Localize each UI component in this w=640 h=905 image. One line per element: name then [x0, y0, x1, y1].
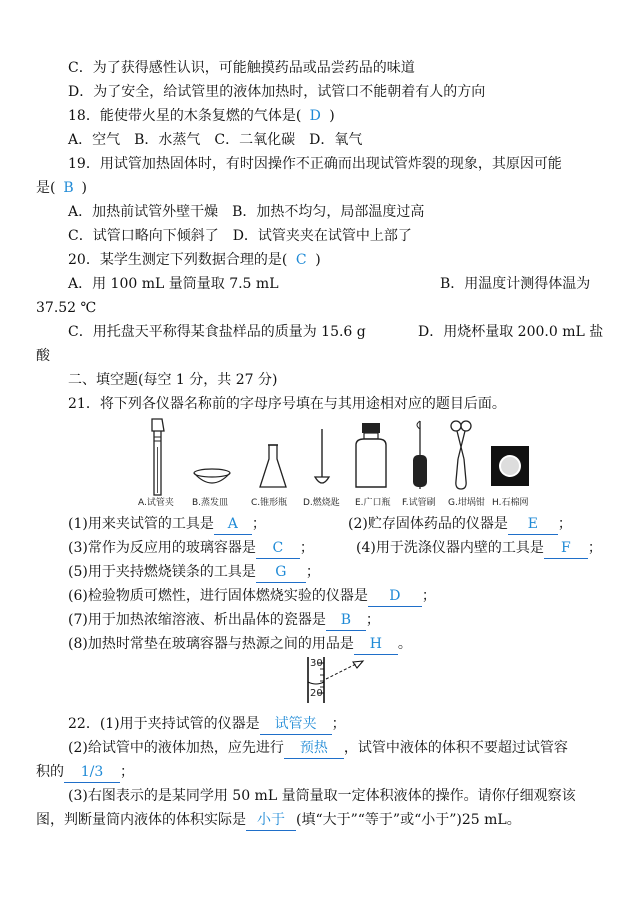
question-20-option-d: D．用烧杯量取 200.0 mL 盐: [418, 324, 604, 340]
instrument-label-h: H.石棉网: [492, 498, 529, 508]
q21-item-7-end: ；: [365, 612, 380, 628]
q21-item-6: [68, 586, 436, 607]
instruments-figure: [130, 415, 570, 510]
q21-item-1-end: ；: [251, 516, 266, 532]
question-19-options-ab: A．加热前试管外壁干燥 B．加热不均匀，局部温度过高: [68, 204, 425, 220]
q21-item-2-end: ；: [557, 516, 572, 532]
q21-item-7-answer: B: [326, 610, 366, 631]
q21-item-3: [68, 538, 314, 559]
question-18-close: ): [329, 108, 335, 124]
q22-part-2b-answer: 1/3: [64, 762, 120, 783]
q21-item-1: [68, 514, 266, 535]
q22-part-1-answer: 试管夹: [260, 714, 332, 735]
q22-part-2-answer: 预热: [284, 738, 344, 759]
q21-item-4: [356, 538, 602, 559]
q21-item-1-answer: A: [214, 514, 252, 535]
q22-part-1-end: ；: [331, 716, 346, 732]
combustion-spoon-icon: [312, 427, 332, 489]
cylinder-tick-30: 30: [310, 658, 323, 669]
q22-part-3b-answer: 小于: [246, 810, 296, 831]
question-19-text: 19．用试管加热固体时，有时因操作不正确而出现试管炸裂的现象，其原因可能: [68, 156, 562, 172]
q21-item-3-end: ；: [299, 540, 314, 556]
instrument-label-b: B.蒸发皿: [192, 498, 229, 508]
q21-item-3-answer: C: [256, 538, 300, 559]
question-19-options-cd: C．试管口略向下倾斜了 D．试管夹夹在试管中上部了: [68, 228, 412, 244]
q21-item-6-text: (6)检验物质可燃性，进行固体燃烧实验的仪器是: [68, 588, 368, 604]
cylinder-tick-20: 20: [310, 688, 323, 699]
q21-item-7: [68, 610, 380, 631]
section-heading: 二、填空题(每空 1 分，共 27 分): [68, 372, 278, 388]
q22-part-1-text: 22．(1)用于夹持试管的仪器是: [68, 716, 260, 732]
q21-item-8: [68, 634, 412, 655]
question-21-text: 21．将下列各仪器名称前的字母序号填在与其用途相对应的题目后面。: [68, 396, 506, 412]
q21-item-8-answer: H: [354, 634, 398, 655]
instrument-label-d: D.燃烧匙: [303, 498, 340, 508]
q22-part-3: (3)右图表示的是某同学用 50 mL 量筒量取一定体积液体的操作。请你仔细观察该: [68, 788, 576, 804]
q21-item-8-text: (8)加热时常垫在玻璃容器与热源之间的用品是: [68, 636, 354, 652]
instrument-label-c: C.锥形瓶: [251, 498, 288, 508]
question-18-answer: D: [309, 108, 321, 124]
instrument-label-e: E.广口瓶: [355, 498, 391, 508]
asbestos-gauze-icon: [490, 445, 530, 487]
q22-part-2b-text: 积的: [36, 764, 64, 780]
crucible-tongs-icon: [448, 419, 474, 491]
test-tube-clamp-icon: [148, 417, 168, 497]
q22-part-3b-text: 图，判断量筒内液体的体积实际是: [36, 812, 246, 828]
q21-item-4-answer: F: [544, 538, 588, 559]
question-19-pre: 是(: [36, 180, 56, 196]
option-c-q17: C．为了获得感性认识，可能触摸药品或品尝药品的味道: [68, 60, 415, 76]
instrument-label-a: A.试管夹: [138, 498, 174, 508]
q21-item-1-text: (1)用来夹试管的工具是: [68, 516, 214, 532]
question-18: [68, 106, 335, 126]
question-18-options: A．空气 B．水蒸气 C．二氧化碳 D．氧气: [68, 132, 363, 148]
question-20-answer: C: [295, 252, 307, 268]
q21-item-2-answer: E: [508, 514, 558, 535]
q21-item-4-end: ；: [587, 540, 602, 556]
question-20-option-a: A．用 100 mL 量筒量取 7.5 mL: [68, 276, 279, 292]
question-20-option-b-value: 37.52 ℃: [36, 300, 97, 316]
question-19-close: ): [81, 180, 87, 196]
q22-part-3b-end: (填“大于”“等于”或“小于”)25 mL。: [296, 812, 521, 828]
q22-part-2: [68, 738, 568, 759]
conical-flask-icon: [258, 443, 288, 489]
evaporating-dish-icon: [192, 467, 232, 489]
graduated-cylinder-figure: [300, 655, 380, 705]
instrument-label-f: F.试管刷: [402, 498, 436, 508]
question-20-option-d-cont: 酸: [36, 348, 50, 364]
q22-part-1: [68, 714, 346, 735]
q21-item-5-end: ；: [305, 564, 320, 580]
q21-item-5-answer: G: [256, 562, 306, 583]
wide-mouth-bottle-icon: [352, 421, 390, 491]
q21-item-6-answer: D: [368, 586, 422, 607]
test-tube-brush-icon: [408, 419, 432, 491]
q21-item-2: [348, 514, 572, 535]
q22-part-2-text: (2)给试管中的液体加热，应先进行: [68, 740, 284, 756]
question-20-close: ): [315, 252, 321, 268]
q21-item-2-text: (2)贮存固体药品的仪器是: [348, 516, 508, 532]
instrument-label-g: G.坩埚钳: [448, 498, 485, 508]
q21-item-5-text: (5)用于夹持燃烧镁条的工具是: [68, 564, 256, 580]
q21-item-3-text: (3)常作为反应用的玻璃容器是: [68, 540, 256, 556]
question-19-cont: [36, 178, 87, 198]
question-19-answer: B: [63, 180, 74, 196]
question-20: [68, 250, 321, 270]
question-18-text: 18．能使带火星的木条复燃的气体是(: [68, 108, 302, 124]
q21-item-7-text: (7)用于加热浓缩溶液、析出晶体的瓷器是: [68, 612, 326, 628]
q21-item-8-end: 。: [397, 636, 412, 652]
q21-item-5: [68, 562, 320, 583]
question-20-option-b: B．用温度计测得体温为: [440, 276, 591, 292]
q22-part-2b: [36, 762, 134, 783]
q22-part-2b-end: ；: [120, 764, 134, 780]
question-20-option-c: C．用托盘天平称得某食盐样品的质量为 15.6 g: [68, 324, 366, 340]
q22-part-3b: [36, 810, 521, 831]
q21-item-6-end: ；: [421, 588, 436, 604]
question-20-text: 20．某学生测定下列数据合理的是(: [68, 252, 288, 268]
option-d-q17: D．为了安全，给试管里的液体加热时，试管口不能朝着有人的方向: [68, 84, 486, 100]
q22-part-2-cont: ，试管中液体的体积不要超过试管容: [343, 740, 568, 756]
q21-item-4-text: (4)用于洗涤仪器内壁的工具是: [356, 540, 544, 556]
